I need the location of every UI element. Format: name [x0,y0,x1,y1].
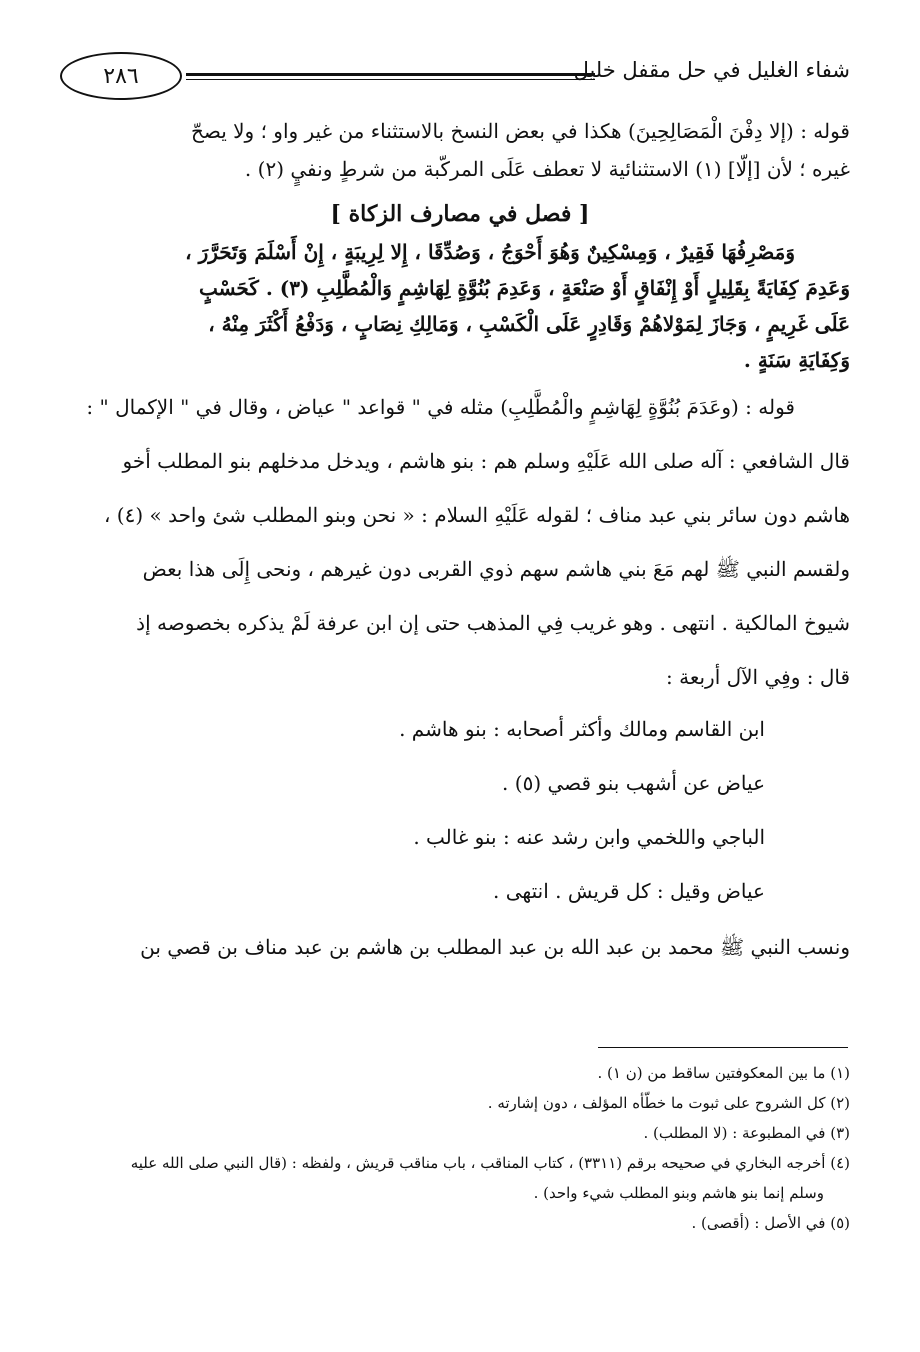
opinion-item: عياض عن أشهب بنو قصي (٥) . [502,771,765,795]
intro-line: غيره ؛ لأن [إلّا] (١) الاستثنائية لا تعطف عَلَى المركّبة من شرطٍ ونفيٍ (٢) . [244,157,850,181]
main-text [70,112,850,972]
commentary-line: هاشم دون سائر بني عبد مناف ؛ لقوله عَلَيْهِ السلام : « نحن وبنو المطلب شئ واحد » (٤) ، [103,503,850,527]
page-header [60,52,850,102]
opinion-item: الباجي واللخمي وابن رشد عنه : بنو غالب . [413,825,765,849]
section-heading: [ فصل في مصارف الزكاة ] [330,201,590,227]
footnote: (٤) أخرجه البخاري في صحيحه برقم (٣٣١١) ، كتاب المناقب ، باب مناقب قريش ، ولفظه : (قال النبي صلى الله عليه [130,1154,850,1172]
footnote: (٥) في الأصل : (أقصى) . [691,1214,850,1232]
opinions-list [70,702,850,918]
commentary-line: شيوخ المالكية . انتهى . وهو غريب فِي المذهب حتى إن ابن عرفة لَمْ يذكره بخصوصه إذ [136,611,850,635]
footnote-separator [598,1047,848,1048]
commentary-line: قال : وفِي الآل أربعة : [666,665,850,689]
header-rule-thin [186,79,595,80]
opinion-item: ابن القاسم ومالك وأكثر أصحابه : بنو هاشم . [399,717,765,741]
matn-line: وَمَصْرِفُهَا فَقِيرٌ ، وَمِسْكِينٌ وَهُوَ أَحْوَجُ ، وَصُدِّقَا ، إِلا لِرِيبَةٍ ، إِنْ أَسْلَمَ وَتَحَرَّرَ ، [185,240,795,264]
header-rule [186,73,595,76]
intro-line: قوله : (إلا دِفْنَ الْمَصَالِحِينَ) هكذا في بعض النسخ بالاستثناء من غير واو ؛ ولا يصحّ [190,119,850,143]
commentary-line: ولقسم النبي ﷺ لهم مَعَ بني هاشم سهم ذوي القربى دون غيرهم ، ونحى إِلَى هذا بعض [142,557,850,581]
matn-line: عَلَى غَرِيمٍ ، وَجَازَ لِمَوْلاهُمْ وَقَادِرٍ عَلَى الْكَسْبِ ، وَمَالِكِ نِصَابٍ ، وَدَفْعُ أَكْثَرَ مِنْهُ ، [208,312,850,336]
commentary-line: قوله : (وعَدَمَ بُنُوَّةٍ لِهَاشِمٍ والْمُطَّلِبِ) مثله في " قواعد " عياض ، وقال في " الإكمال " : [86,395,795,419]
opinion-item: عياض وقيل : كل قريش . انتهى . [493,879,765,903]
footnote: (٢) كل الشروح على ثبوت ما خطّأه المؤلف ، دون إشارته . [487,1094,850,1112]
footnote: (٣) في المطبوعة : (لا المطلب) . [643,1124,850,1142]
lineage-line: ونسب النبي ﷺ محمد بن عبد الله بن عبد المطلب بن هاشم بن عبد مناف بن قصي بن [140,935,850,959]
footnote-continuation: وسلم إنما بنو هاشم وبنو المطلب شيء واحد) . [533,1184,824,1202]
footnotes [80,1058,850,1238]
matn-line: وَكِفَايَةِ سَنَةٍ . [743,348,850,372]
book-title: شفاء الغليل في حل مقفل خليل [573,58,850,82]
page-number: ٢٨٦ [60,52,182,100]
commentary-line: قال الشافعي : آله صلى الله عَلَيْهِ وسلم هم : بنو هاشم ، ويدخل مدخلهم بنو المطلب أخو [122,449,850,473]
footnote: (١) ما بين المعكوفتين ساقط من (ن ١) . [597,1064,850,1082]
matn-line: وَعَدِمَ كِفَايَةً بِقَلِيلٍ أَوْ إِنْفَاقٍ أَوْ صَنْعَةٍ ، وَعَدِمَ بُنُوَّةٍ لِهَاشِمٍ وَالْمُطَّلِبِ (٣) . كَحَسْبٍ [198,276,850,300]
